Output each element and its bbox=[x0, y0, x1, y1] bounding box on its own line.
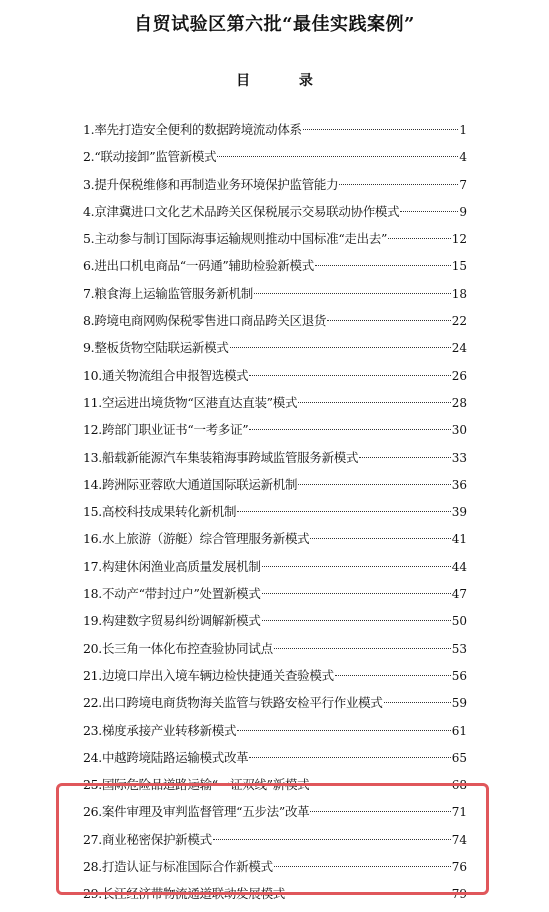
toc-entry[interactable] bbox=[83, 828, 467, 855]
toc-entry[interactable] bbox=[83, 719, 467, 746]
toc-page-number: 74 bbox=[451, 832, 467, 847]
dot-leader bbox=[384, 702, 451, 703]
toc-entry[interactable] bbox=[83, 582, 467, 609]
toc-entry-title: 13.船载新能源汽车集装箱海事跨域监管服务新模式 bbox=[83, 449, 359, 465]
toc-page-number: 9 bbox=[459, 204, 467, 219]
toc-entry[interactable] bbox=[83, 773, 467, 800]
toc-page-number: 47 bbox=[451, 587, 467, 602]
toc-entry-title: 12.跨部门职业证书“一考多证” bbox=[83, 422, 249, 438]
toc-entry-title: 21.边境口岸出入境车辆边检快捷通关查验模式 bbox=[83, 667, 334, 683]
toc-entry[interactable] bbox=[83, 609, 467, 636]
toc-entry-title: 7.粮食海上运输监管服务新机制 bbox=[83, 285, 253, 301]
toc-entry-title: 19.构建数字贸易纠纷调解新模式 bbox=[83, 613, 261, 629]
toc-entry-title: 22.出口跨境电商货物海关监管与铁路安检平行作业模式 bbox=[83, 695, 383, 711]
dot-leader bbox=[286, 893, 451, 894]
toc-page-number: 15 bbox=[451, 259, 467, 274]
dot-leader bbox=[339, 184, 458, 185]
toc-entry-title: 24.中越跨境陆路运输模式改革 bbox=[83, 749, 249, 765]
toc-entry-title: 27.商业秘密保护新模式 bbox=[83, 831, 212, 847]
toc-entry-title: 10.通关物流组合申报智选模式 bbox=[83, 367, 249, 383]
toc-page-number: 50 bbox=[451, 614, 467, 629]
toc-entry-title: 1.率先打造安全便利的数据跨境流动体系 bbox=[83, 122, 302, 137]
toc-page-number: 18 bbox=[451, 286, 467, 301]
toc-entry-title: 16.水上旅游（游艇）综合管理服务新模式 bbox=[83, 531, 310, 547]
dot-leader bbox=[262, 566, 451, 567]
toc-entry[interactable] bbox=[83, 800, 467, 827]
toc-entry[interactable] bbox=[83, 336, 467, 363]
toc-entry-title: 9.整板货物空陆联运新模式 bbox=[83, 340, 229, 356]
toc-page-number: 71 bbox=[451, 805, 467, 820]
toc-entry[interactable] bbox=[83, 118, 467, 145]
toc-entry[interactable] bbox=[83, 282, 467, 309]
dot-leader bbox=[298, 484, 451, 485]
toc-entry[interactable] bbox=[83, 200, 467, 227]
dot-leader bbox=[237, 730, 451, 731]
toc-entry[interactable] bbox=[83, 500, 467, 527]
dot-leader bbox=[310, 538, 450, 539]
toc-entry-title: 20.长三角一体化布控查验协同试点 bbox=[83, 640, 273, 656]
toc-entry[interactable] bbox=[83, 637, 467, 664]
document-title: 自贸试验区第六批“最佳实践案例” bbox=[134, 14, 415, 35]
toc-entry[interactable] bbox=[83, 418, 467, 445]
toc-entry[interactable] bbox=[83, 254, 467, 281]
toc-entry-title: 28.打造认证与标准国际合作新模式 bbox=[83, 859, 273, 875]
toc-entry-title: 8.跨境电商网购保税零售进口商品跨关区退货 bbox=[83, 313, 327, 329]
toc-page-number: 1 bbox=[459, 123, 467, 137]
toc-entry-title: 25.国际危险品道路运输“一证双线”新模式 bbox=[83, 777, 310, 793]
toc-entry[interactable] bbox=[83, 309, 467, 336]
toc-page-number: 4 bbox=[459, 150, 467, 165]
dot-leader bbox=[249, 375, 450, 376]
dot-leader bbox=[359, 457, 451, 458]
toc-entry-title: 14.跨洲际亚蓉欧大通道国际联运新机制 bbox=[83, 476, 298, 492]
toc-entry[interactable] bbox=[83, 664, 467, 691]
toc-entry-title: 5.主动参与制订国际海事运输规则推动中国标准“走出去” bbox=[83, 231, 388, 247]
dot-leader bbox=[213, 839, 451, 840]
toc-entry[interactable] bbox=[83, 555, 467, 582]
toc-page-number: 24 bbox=[451, 341, 467, 356]
dot-leader bbox=[327, 320, 451, 321]
toc-heading: 目 录 bbox=[236, 73, 335, 89]
toc-page-number: 22 bbox=[451, 314, 467, 329]
toc-page-number: 56 bbox=[451, 668, 467, 683]
toc-entry[interactable] bbox=[83, 882, 467, 909]
dot-leader bbox=[230, 347, 451, 348]
dot-leader bbox=[310, 784, 450, 785]
toc-page-number: 28 bbox=[451, 395, 467, 410]
toc-page-number: 41 bbox=[451, 532, 467, 547]
toc-page-number: 59 bbox=[451, 696, 467, 711]
toc-entry-title: 29.长江经济带物流通道联动发展模式 bbox=[83, 886, 285, 902]
dot-leader bbox=[274, 866, 451, 867]
toc-entry[interactable] bbox=[83, 746, 467, 773]
toc-entry[interactable] bbox=[83, 473, 467, 500]
dot-leader bbox=[315, 265, 451, 266]
toc-page-number: 26 bbox=[451, 368, 467, 383]
toc-entry-title: 4.京津冀进口文化艺术品跨关区保税展示交易联动协作模式 bbox=[83, 203, 400, 219]
toc-entry-title: 23.梯度承接产业转移新模式 bbox=[83, 722, 237, 738]
dot-leader bbox=[262, 620, 451, 621]
toc-entry-title: 3.提升保税维修和再制造业务环境保护监管能力 bbox=[83, 176, 339, 192]
toc-entry-title: 2.“联动接卸”监管新模式 bbox=[83, 149, 217, 165]
toc-entry[interactable] bbox=[83, 855, 467, 882]
toc-page-number: 36 bbox=[451, 477, 467, 492]
toc-page-number: 7 bbox=[459, 177, 467, 192]
toc-entry[interactable] bbox=[83, 527, 467, 554]
toc-entry-title: 17.构建休闲渔业高质量发展机制 bbox=[83, 558, 261, 574]
toc-page-number: 76 bbox=[451, 860, 467, 875]
table-of-contents bbox=[83, 118, 467, 910]
toc-page-number: 12 bbox=[451, 232, 467, 247]
dot-leader bbox=[388, 238, 451, 239]
toc-page-number: 61 bbox=[451, 723, 467, 738]
toc-entry-title: 11.空运进出境货物“区港直达直装”模式 bbox=[83, 394, 298, 410]
toc-entry[interactable] bbox=[83, 391, 467, 418]
dot-leader bbox=[310, 811, 450, 812]
toc-page-number: 30 bbox=[451, 423, 467, 438]
dot-leader bbox=[262, 593, 451, 594]
dot-leader bbox=[249, 757, 450, 758]
toc-entry[interactable] bbox=[83, 227, 467, 254]
toc-page-number: 65 bbox=[451, 750, 467, 765]
dot-leader bbox=[254, 293, 451, 294]
toc-entry-title: 26.案件审理及审判监督管理“五步法”改革 bbox=[83, 804, 310, 820]
toc-page-number: 33 bbox=[451, 450, 467, 465]
dot-leader bbox=[237, 511, 451, 512]
toc-entry[interactable] bbox=[83, 364, 467, 391]
dot-leader bbox=[298, 402, 451, 403]
dot-leader bbox=[303, 129, 459, 130]
toc-entry[interactable] bbox=[83, 691, 467, 718]
toc-entry[interactable] bbox=[83, 446, 467, 473]
toc-entry[interactable] bbox=[83, 173, 467, 200]
toc-entry-title: 6.进出口机电商品“一码通”辅助检验新模式 bbox=[83, 258, 314, 274]
toc-entry-title: 15.高校科技成果转化新机制 bbox=[83, 504, 237, 520]
toc-page-number: 53 bbox=[451, 641, 467, 656]
dot-leader bbox=[400, 211, 458, 212]
toc-page-number: 39 bbox=[451, 505, 467, 520]
dot-leader bbox=[249, 429, 450, 430]
toc-page-number: 68 bbox=[451, 778, 467, 793]
dot-leader bbox=[274, 648, 451, 649]
toc-page-number: 79 bbox=[451, 887, 467, 902]
dot-leader bbox=[335, 675, 451, 676]
toc-entry[interactable] bbox=[83, 145, 467, 172]
dot-leader bbox=[217, 156, 458, 157]
toc-page-number: 44 bbox=[451, 559, 467, 574]
toc-entry-title: 18.不动产“带封过户”处置新模式 bbox=[83, 586, 261, 602]
